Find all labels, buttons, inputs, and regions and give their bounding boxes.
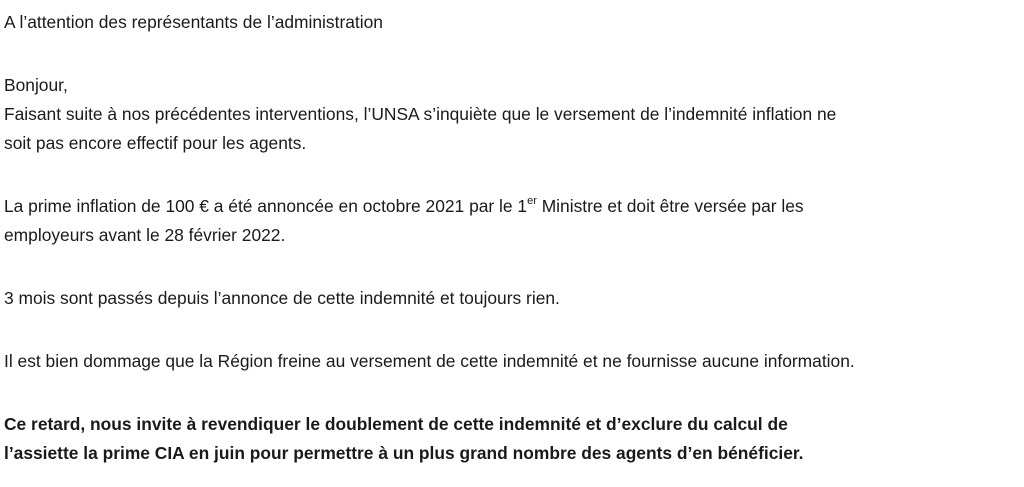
paragraph-three-months: 3 mois sont passés depuis l’annonce de cette indemnité et toujours rien.: [4, 288, 560, 308]
spacer: [4, 158, 1014, 192]
paragraph-demand: [4, 410, 1014, 468]
paragraph-interventions: [4, 100, 1014, 158]
paragraph-prime-inflation-line-2: employeurs avant le 28 février 2022.: [4, 225, 286, 245]
paragraph-prime-inflation: [4, 192, 1014, 250]
letter-body: [4, 8, 1014, 468]
paragraph-interventions-line-1: Faisant suite à nos précédentes interventions, l’UNSA s’inquiète que le versement de l’indemnité inflation ne: [4, 104, 837, 124]
paragraph-demand-line-2: l’assiette la prime CIA en juin pour permettre à un plus grand nombre des agents d’en bénéficier.: [4, 443, 804, 463]
prime-text-after: Ministre et doit être versée par les: [536, 196, 804, 216]
spacer: [4, 250, 1014, 284]
spacer: [4, 376, 1014, 410]
paragraph-region: Il est bien dommage que la Région freine au versement de cette indemnité et ne fournisse aucune information.: [4, 351, 855, 371]
spacer: [4, 37, 1014, 71]
paragraph-demand-line-1: Ce retard, nous invite à revendiquer le doublement de cette indemnité et d’exclure du calcul de: [4, 414, 788, 434]
paragraph-interventions-line-2: soit pas encore effectif pour les agents.: [4, 133, 307, 153]
addressee-line: A l’attention des représentants de l’administration: [4, 12, 383, 32]
premier-superscript: er: [527, 195, 537, 207]
prime-text-before: La prime inflation de 100 € a été annoncée en octobre 2021 par le 1: [4, 196, 528, 216]
spacer: [4, 313, 1014, 347]
greeting: Bonjour,: [4, 75, 68, 95]
paragraph-prime-inflation-line-1: [4, 192, 1014, 221]
